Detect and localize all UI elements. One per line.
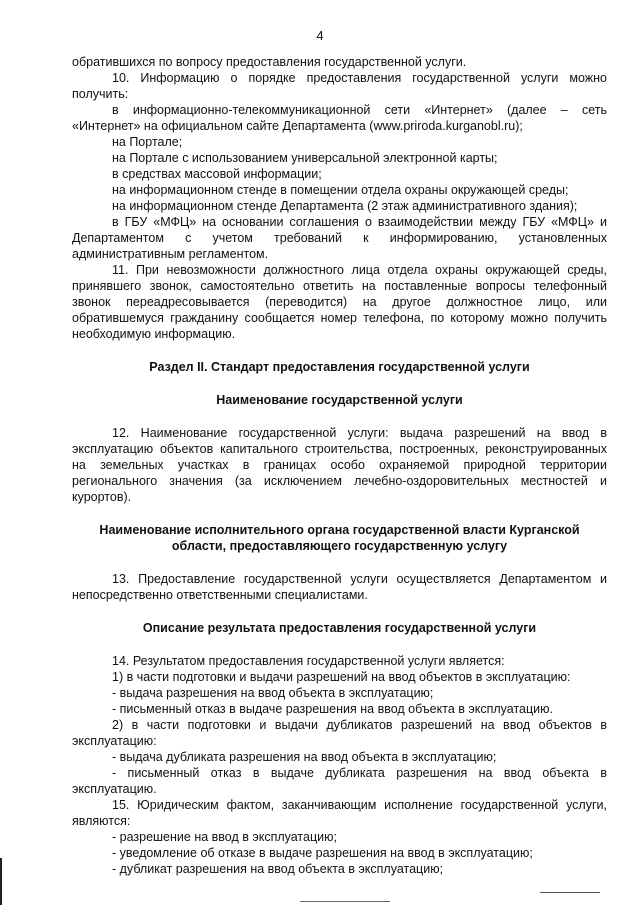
subsection-heading: Описание результата предоставления государственной услуги — [142, 621, 537, 635]
list-item: - дубликат разрешения на ввод объекта в эксплуатацию; — [112, 862, 444, 876]
list-item: 1) в части подготовки и выдачи разрешений на ввод объектов в эксплуатацию: — [112, 670, 571, 684]
list-item: на Портале с использованием универсальной электронной карты; — [112, 151, 498, 165]
section-heading: Раздел II. Стандарт предоставления государственной услуги — [149, 360, 530, 374]
paragraph: 2) в части подготовки и выдачи дубликатов разрешений на ввод объектов в эксплуатацию: — [72, 718, 607, 748]
subsection-heading: Наименование исполнительного органа государственной власти Курганской области, предоставляющего государственную услугу — [99, 523, 580, 553]
list-item: - разрешение на ввод в эксплуатацию; — [112, 830, 337, 844]
paragraph: обратившихся по вопросу предоставления государственной услуги. — [72, 55, 467, 69]
list-item: - уведомление об отказе в выдаче разрешения на ввод в эксплуатацию; — [112, 846, 533, 860]
paragraph: в ГБУ «МФЦ» на основании соглашения о взаимодействии между ГБУ «МФЦ» и Департаментом с учетом требований к информированию, установленных административным регламентом. — [72, 215, 607, 261]
list-item: на информационном стенде Департамента (2 этаж административного здания); — [112, 199, 578, 213]
list-item: - письменный отказ в выдаче разрешения на ввод объекта в эксплуатацию. — [112, 702, 553, 716]
document-body — [72, 54, 607, 877]
paragraph: - письменный отказ в выдаче дубликата разрешения на ввод объекта в эксплуатацию. — [72, 766, 607, 796]
list-item: - выдача разрешения на ввод объекта в эксплуатацию; — [112, 686, 434, 700]
scan-edge-mark — [300, 901, 390, 902]
list-item: на Портале; — [112, 135, 183, 149]
paragraph: 13. Предоставление государственной услуги осуществляется Департаментом и непосредственно ответственными специалистами. — [72, 572, 607, 602]
page-number: 4 — [316, 28, 324, 43]
paragraph: 10. Информацию о порядке предоставления государственной услуги можно получить: — [72, 71, 607, 101]
list-item: на информационном стенде в помещении отдела охраны окружающей среды; — [112, 183, 569, 197]
paragraph: 12. Наименование государственной услуги: выдача разрешений на ввод в эксплуатацию объектов капитального строительства, построенных, реконструированных на земельных участках в границах особо охраняемой природной территории регионального значения (за исключением лечебно-оздоровительных местностей и курортов). — [72, 426, 607, 504]
subsection-heading: Наименование государственной услуги — [216, 393, 463, 407]
paragraph: 11. При невозможности должностного лица отдела охраны окружающей среды, принявшего звонок, самостоятельно ответить на поставленные вопросы телефонный звонок переадресовывается (переводится) на другое должностное лицо, или обратившемуся гражданину сообщается номер телефона, по которому можно получить необходимую информацию. — [72, 263, 607, 341]
list-item: в средствах массовой информации; — [112, 167, 322, 181]
scan-edge-mark — [540, 892, 600, 893]
paragraph: 15. Юридическим фактом, заканчивающим исполнение государственной услуги, являются: — [72, 798, 607, 828]
scan-edge-mark — [0, 858, 2, 905]
paragraph: в информационно-телекоммуникационной сети «Интернет» (далее – сеть «Интернет» на официальном сайте Департамента (www.priroda.kurganobl.ru); — [72, 103, 607, 133]
list-item: - выдача дубликата разрешения на ввод объекта в эксплуатацию; — [112, 750, 497, 764]
paragraph: 14. Результатом предоставления государственной услуги является: — [112, 654, 505, 668]
